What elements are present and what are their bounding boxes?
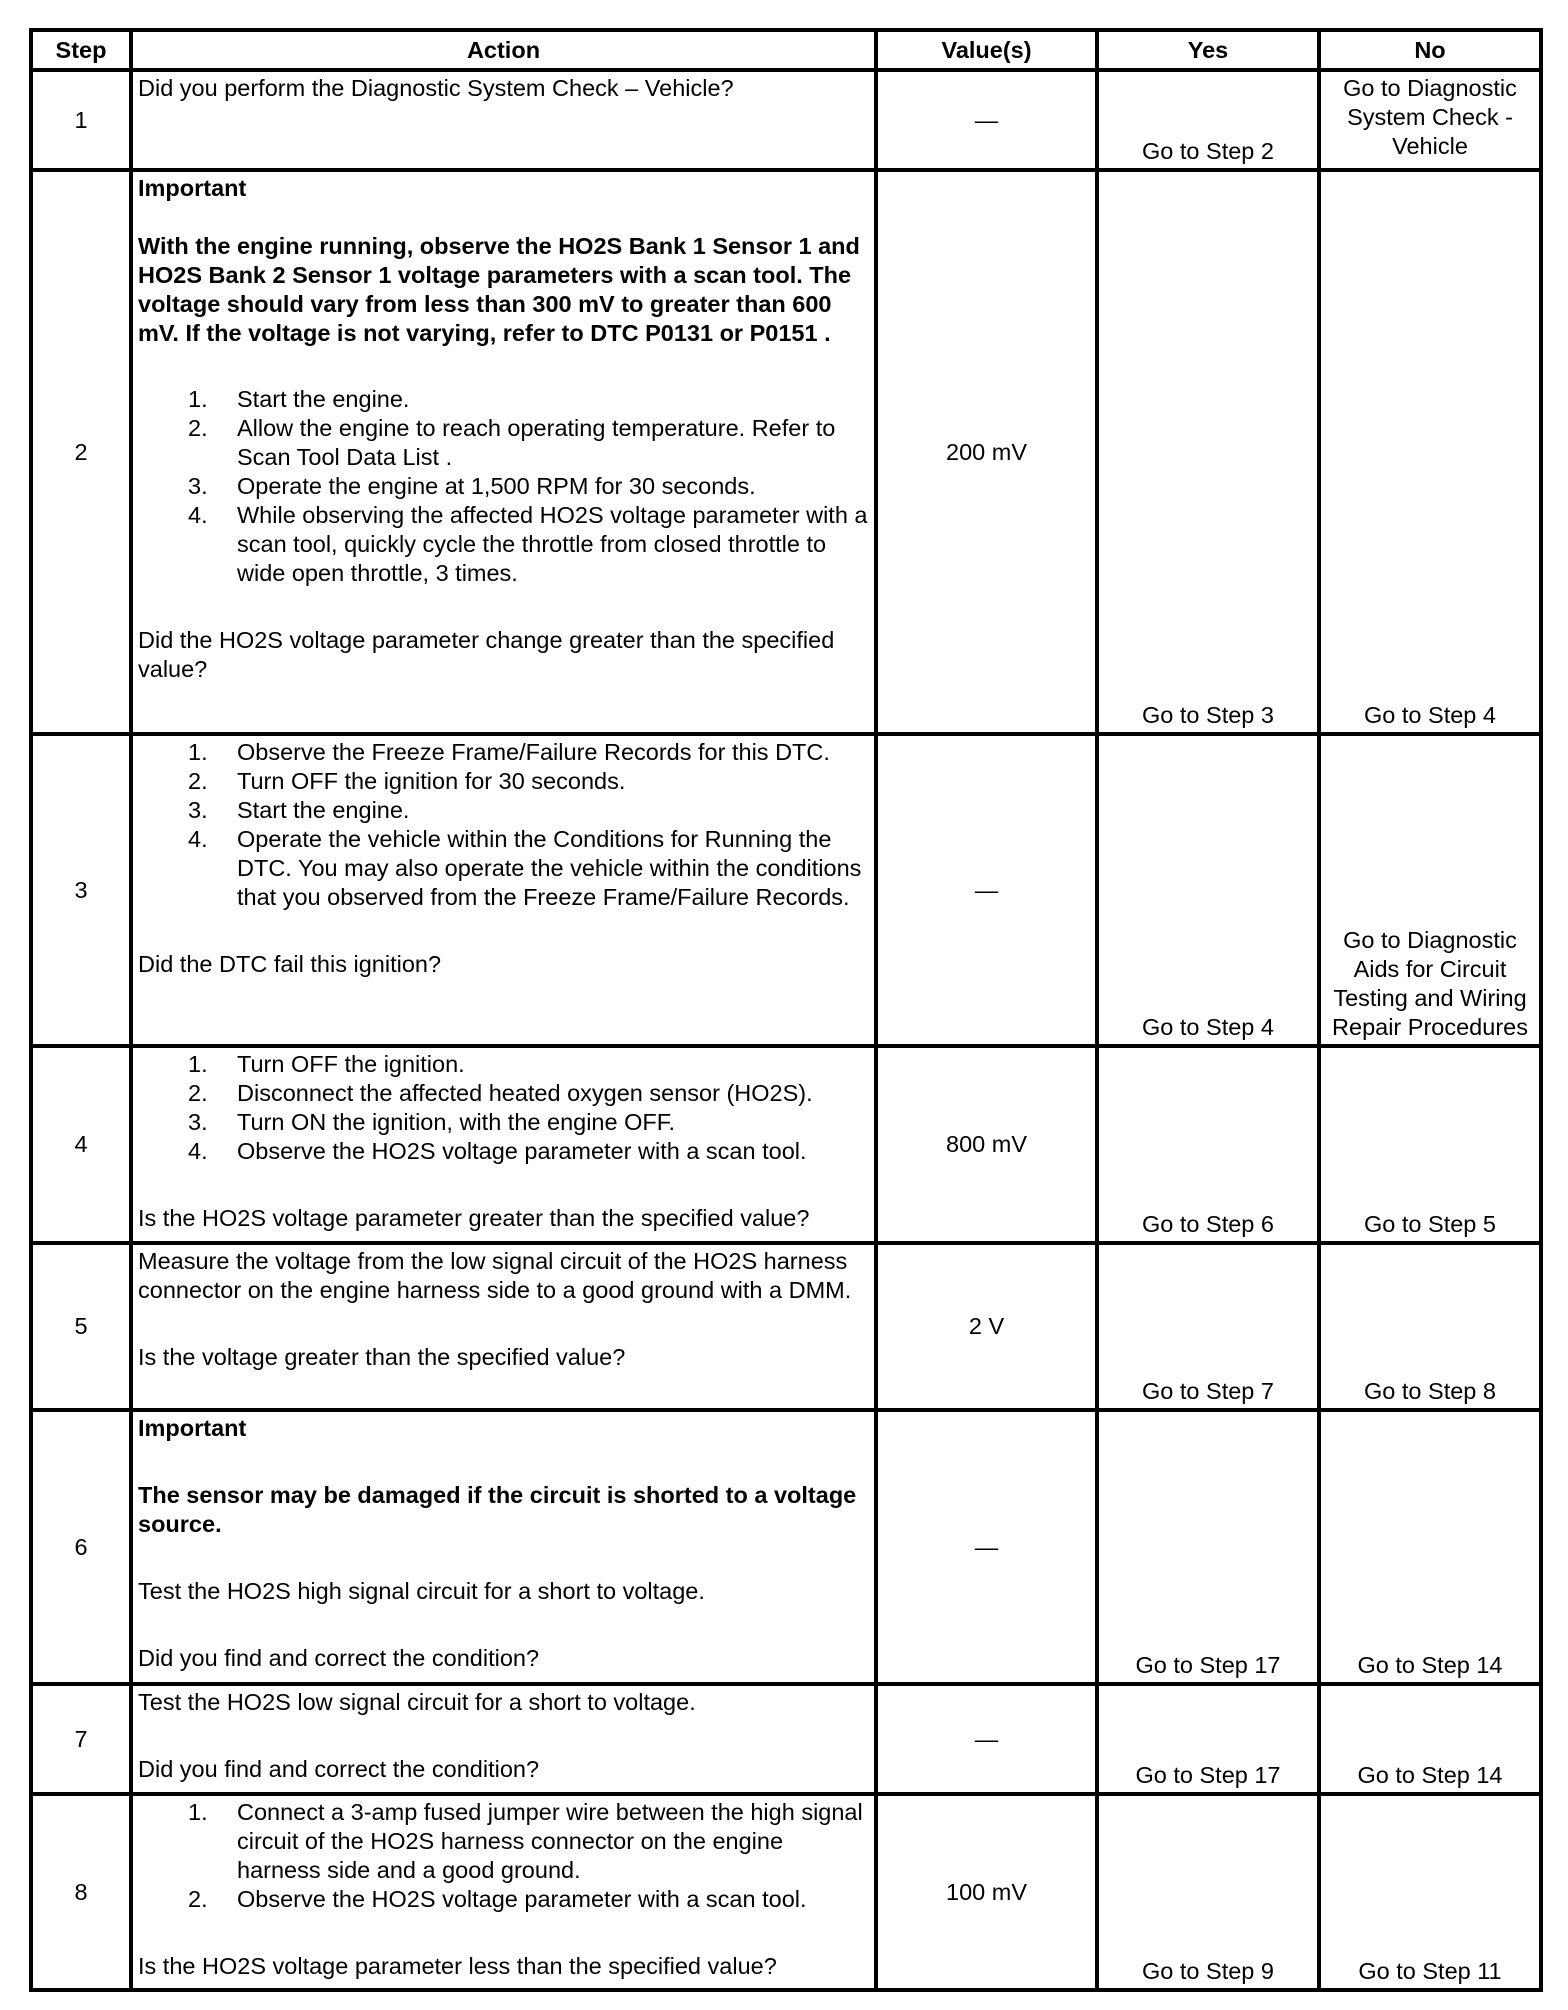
list-item: 1. Connect a 3-amp fused jumper wire between the high signal circuit of the HO2S harness connector on the engine harness side and a good ground.: [188, 1799, 863, 1883]
important-text: With the engine running, observe the HO2S Bank 1 Sensor 1 and HO2S Bank 2 Sensor 1 voltage parameters with a scan tool. The voltage should vary from less than 300 mV to greater than 600 mV. If the voltage is not varying, refer to DTC P0131 or P0151 .: [138, 233, 860, 346]
no-cell: Go to Step 4: [1319, 170, 1541, 734]
table-row: [31, 1684, 1541, 1794]
question-text: Did you find and correct the condition?: [138, 1756, 540, 1782]
no-cell: Go to Diagnostic System Check - Vehicle: [1319, 70, 1541, 170]
no-cell: Go to Step 8: [1319, 1243, 1541, 1410]
yes-cell: Go to Step 7: [1097, 1243, 1319, 1410]
header-no: No: [1319, 30, 1541, 70]
header-row: [31, 30, 1541, 70]
table-row: [31, 1794, 1541, 1990]
list-item: 2. Allow the engine to reach operating temperature. Refer to Scan Tool Data List .: [188, 415, 836, 470]
question-text: Is the voltage greater than the specified value?: [138, 1344, 626, 1370]
action-cell: [131, 1046, 876, 1243]
header-action: Action: [131, 30, 876, 70]
step-number: 4: [31, 1046, 131, 1243]
action-cell: [131, 1243, 876, 1410]
header-yes: Yes: [1097, 30, 1319, 70]
action-cell: [131, 170, 876, 734]
value-cell: —: [876, 1410, 1097, 1684]
list-item: 3. Start the engine.: [188, 797, 410, 823]
no-cell: Go to Step 11: [1319, 1794, 1541, 1990]
header-values: Value(s): [876, 30, 1097, 70]
yes-cell: Go to Step 9: [1097, 1794, 1319, 1990]
action-cell: [131, 734, 876, 1046]
no-cell: Go to Step 5: [1319, 1046, 1541, 1243]
step-number: 2: [31, 170, 131, 734]
value-cell: 100 mV: [876, 1794, 1097, 1990]
step-number: 1: [31, 70, 131, 170]
diagnostic-table: [29, 28, 1543, 1992]
action-text: Did you perform the Diagnostic System Check – Vehicle?: [138, 75, 734, 101]
list-item: 2. Turn OFF the ignition for 30 seconds.: [188, 768, 626, 794]
question-text: Is the HO2S voltage parameter less than the specified value?: [138, 1953, 777, 1979]
yes-cell: Go to Step 4: [1097, 734, 1319, 1046]
procedure-list: [138, 385, 868, 588]
list-item: 4. Observe the HO2S voltage parameter with a scan tool.: [188, 1138, 807, 1164]
table-row: [31, 1410, 1541, 1684]
step-number: 6: [31, 1410, 131, 1684]
yes-cell: Go to Step 17: [1097, 1410, 1319, 1684]
yes-cell: Go to Step 17: [1097, 1684, 1319, 1794]
list-item: 4. While observing the affected HO2S voltage parameter with a scan tool, quickly cycle the throttle from closed throttle to wide open throttle, 3 times.: [188, 502, 868, 586]
action-text: Measure the voltage from the low signal circuit of the HO2S harness connector on the engine harness side to a good ground with a DMM.: [138, 1248, 852, 1303]
table-row: [31, 170, 1541, 734]
question-text: Did the HO2S voltage parameter change greater than the specified value?: [138, 627, 835, 682]
procedure-list: [138, 738, 868, 912]
yes-cell: Go to Step 2: [1097, 70, 1319, 170]
step-number: 5: [31, 1243, 131, 1410]
table-row: [31, 70, 1541, 170]
question-text: Is the HO2S voltage parameter greater than the specified value?: [138, 1205, 810, 1231]
list-item: 2. Disconnect the affected heated oxygen sensor (HO2S).: [188, 1080, 813, 1106]
list-item: 1. Turn OFF the ignition.: [188, 1051, 465, 1077]
list-item: 3. Turn ON the ignition, with the engine OFF.: [188, 1109, 676, 1135]
important-label: Important: [138, 1415, 247, 1441]
question-text: Did the DTC fail this ignition?: [138, 951, 442, 977]
value-cell: —: [876, 734, 1097, 1046]
action-cell: [131, 1794, 876, 1990]
action-text: Test the HO2S high signal circuit for a short to voltage.: [138, 1578, 705, 1604]
important-label: Important: [138, 175, 247, 201]
action-text: Test the HO2S low signal circuit for a short to voltage.: [138, 1689, 696, 1715]
step-number: 3: [31, 734, 131, 1046]
action-cell: [131, 1684, 876, 1794]
yes-cell: Go to Step 6: [1097, 1046, 1319, 1243]
procedure-list: [138, 1798, 868, 1914]
value-cell: 800 mV: [876, 1046, 1097, 1243]
list-item: 3. Operate the engine at 1,500 RPM for 30 seconds.: [188, 473, 756, 499]
question-text: Did you find and correct the condition?: [138, 1645, 540, 1671]
list-item: 1. Start the engine.: [188, 386, 410, 412]
table-row: [31, 1046, 1541, 1243]
list-item: 4. Operate the vehicle within the Conditions for Running the DTC. You may also operate the vehicle within the conditions that you observed from the Freeze Frame/Failure Records.: [188, 826, 862, 910]
value-cell: —: [876, 1684, 1097, 1794]
value-cell: 200 mV: [876, 170, 1097, 734]
procedure-list: [138, 1050, 868, 1166]
no-cell: Go to Step 14: [1319, 1684, 1541, 1794]
header-step: Step: [31, 30, 131, 70]
action-cell: [131, 1410, 876, 1684]
no-cell: Go to Diagnostic Aids for Circuit Testing and Wiring Repair Procedures: [1319, 734, 1541, 1046]
value-cell: 2 V: [876, 1243, 1097, 1410]
list-item: 1. Observe the Freeze Frame/Failure Records for this DTC.: [188, 739, 830, 765]
table-row: [31, 734, 1541, 1046]
yes-cell: Go to Step 3: [1097, 170, 1319, 734]
value-cell: —: [876, 70, 1097, 170]
list-item: 2. Observe the HO2S voltage parameter with a scan tool.: [188, 1886, 807, 1912]
no-cell: Go to Step 14: [1319, 1410, 1541, 1684]
action-cell: [131, 70, 876, 170]
important-text: The sensor may be damaged if the circuit is shorted to a voltage source.: [138, 1482, 857, 1537]
table-row: [31, 1243, 1541, 1410]
step-number: 8: [31, 1794, 131, 1990]
step-number: 7: [31, 1684, 131, 1794]
